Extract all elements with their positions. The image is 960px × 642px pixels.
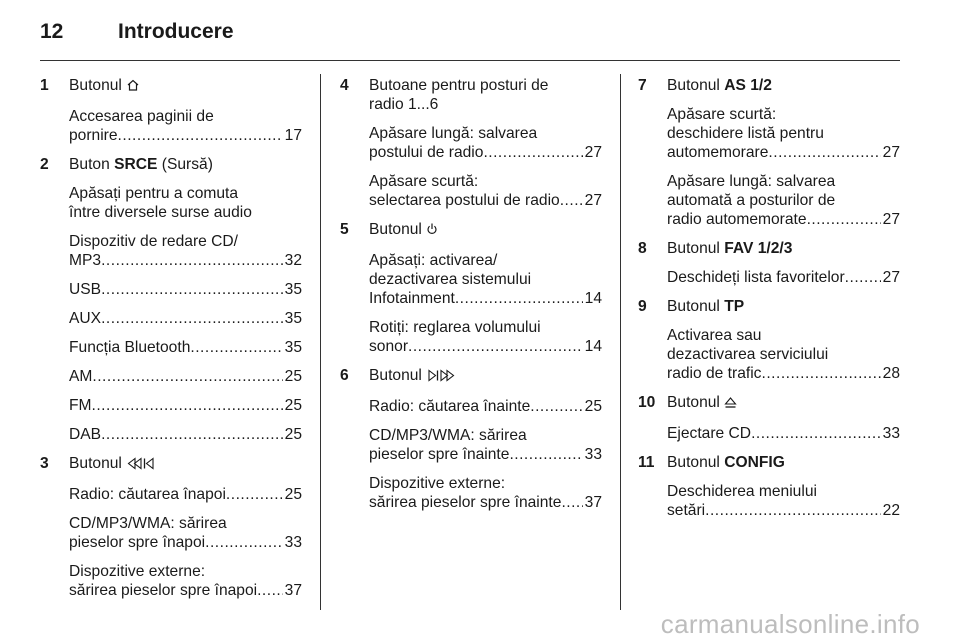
toc-line <box>667 424 900 443</box>
entry-text: Radio: căutarea înainte <box>369 398 531 415</box>
entry-text: Infotainment <box>369 290 455 307</box>
toc-line <box>667 143 900 162</box>
toc-line <box>369 493 602 512</box>
entry-text: automemorare <box>667 144 769 161</box>
entry <box>69 184 302 222</box>
toc-line <box>69 251 302 270</box>
seek-forward-icon <box>426 368 456 387</box>
toc-line <box>369 143 602 162</box>
control-item <box>638 76 900 229</box>
entry-line: dezactivarea serviciului <box>667 346 829 363</box>
page-ref: 17 <box>284 127 302 144</box>
seek-back-icon <box>126 456 156 475</box>
power-icon <box>426 222 438 241</box>
dot-leader <box>205 533 283 552</box>
entry <box>667 172 900 229</box>
toc-line <box>667 268 900 287</box>
entry-line: Activarea sau <box>667 327 762 344</box>
dot-leader <box>101 425 283 444</box>
control-item <box>340 76 602 210</box>
entry-line: Apăsare scurtă: <box>667 106 777 123</box>
page-ref: 33 <box>584 446 602 463</box>
button-name: AS 1/2 <box>724 77 772 94</box>
entry <box>369 426 602 464</box>
toc-line <box>69 280 302 299</box>
item-number: 10 <box>638 394 656 411</box>
page-ref: 28 <box>882 365 900 382</box>
entry-text: Funcția Bluetooth <box>69 339 191 356</box>
item-title <box>667 297 900 316</box>
button-name: CONFIG <box>724 454 785 471</box>
page-ref: 25 <box>584 398 602 415</box>
page-ref: 27 <box>882 211 900 228</box>
item-title <box>369 366 602 387</box>
entry-line: Deschiderea meniului <box>667 483 817 500</box>
entry <box>667 482 900 520</box>
entry-line: Apăsare scurtă: <box>369 173 479 190</box>
entry-text: setări <box>667 502 706 519</box>
entry <box>69 280 302 299</box>
dot-leader <box>509 445 582 464</box>
entry <box>667 105 900 162</box>
item-title-text: Butonul <box>667 298 720 315</box>
page-ref: 25 <box>284 426 302 443</box>
entry <box>667 268 900 287</box>
entry-line: automată a posturilor de <box>667 192 836 209</box>
column-2 <box>340 76 602 522</box>
page-ref: 14 <box>584 290 602 307</box>
entry <box>667 326 900 383</box>
item-title-text: Butonul <box>369 221 422 238</box>
toc-line <box>69 581 302 600</box>
item-title <box>69 155 302 174</box>
control-item <box>40 76 302 145</box>
entry <box>369 172 602 210</box>
toc-line <box>369 337 602 356</box>
toc-line <box>369 289 602 308</box>
entry-text: MP3 <box>69 252 102 269</box>
column-3 <box>638 76 900 530</box>
dot-leader <box>560 191 583 210</box>
dot-leader <box>101 280 283 299</box>
toc-line <box>369 191 602 210</box>
entry-line: Apăsare lungă: salvarea <box>369 125 538 142</box>
toc-line <box>69 396 302 415</box>
page-ref: 25 <box>284 486 302 503</box>
button-name: FAV 1/2/3 <box>724 240 793 257</box>
toc-line <box>667 210 900 229</box>
entry-line: Apăsați: activarea/ <box>369 252 498 269</box>
item-number: 2 <box>40 156 49 173</box>
entry-text: selectarea postului de radio <box>369 192 560 209</box>
item-number: 11 <box>638 454 655 471</box>
column-divider-1 <box>320 74 321 610</box>
control-item <box>638 453 900 520</box>
page-header <box>40 20 234 44</box>
eject-icon <box>724 395 737 414</box>
entry-text: radio de trafic <box>667 365 762 382</box>
item-title-text-2: radio 1...6 <box>369 96 439 113</box>
watermark: carmanualsonline.info <box>660 609 920 639</box>
item-title-text: Butonul <box>667 454 720 471</box>
entry-text: postului de radio <box>369 144 484 161</box>
entry <box>369 124 602 162</box>
entry-line: CD/MP3/WMA: sărirea <box>69 515 227 532</box>
toc-line <box>369 445 602 464</box>
page-ref: 32 <box>284 252 302 269</box>
entry-text: pieselor spre înainte <box>369 446 510 463</box>
control-item <box>40 155 302 444</box>
item-title-text: Buton <box>69 156 110 173</box>
dot-leader <box>101 309 283 328</box>
dot-leader <box>118 126 283 145</box>
page-ref: 27 <box>882 269 900 286</box>
dot-leader <box>226 485 283 504</box>
item-title-text: Butonul <box>667 240 720 257</box>
item-number: 9 <box>638 298 647 315</box>
button-name: TP <box>724 298 745 315</box>
dot-leader <box>561 493 582 512</box>
dot-leader <box>845 268 881 287</box>
dot-leader <box>530 397 582 416</box>
entry-line: Apăsare lungă: salvarea <box>667 173 836 190</box>
toc-line <box>69 485 302 504</box>
entry <box>69 485 302 504</box>
entry-text: pornire <box>69 127 118 144</box>
control-item <box>340 220 602 356</box>
toc-line <box>369 397 602 416</box>
page-ref: 35 <box>284 339 302 356</box>
page-ref: 27 <box>882 144 900 161</box>
control-item <box>40 454 302 600</box>
toc-line <box>667 501 900 520</box>
toc-line <box>69 126 302 145</box>
entry <box>69 367 302 386</box>
item-title-text: Butonul <box>369 367 422 384</box>
entry <box>369 474 602 512</box>
item-title <box>667 453 900 472</box>
entry <box>69 562 302 600</box>
entry-line: Dispozitive externe: <box>69 563 206 580</box>
entry <box>69 309 302 328</box>
entry-line: Apăsați pentru a comuta <box>69 185 239 202</box>
control-item <box>638 239 900 287</box>
page-ref: 14 <box>584 338 602 355</box>
entry-text: Deschideți lista favoritelor <box>667 269 845 286</box>
item-number: 4 <box>340 77 349 94</box>
page-ref: 25 <box>284 368 302 385</box>
entry <box>667 424 900 443</box>
item-title-text: Butonul <box>69 455 122 472</box>
dot-leader <box>408 337 583 356</box>
dot-leader <box>705 501 881 520</box>
item-title <box>369 220 602 241</box>
entry-text: USB <box>69 281 102 298</box>
entry-line: Dispozitiv de redare CD/ <box>69 233 238 250</box>
control-item <box>638 393 900 443</box>
item-title-text: Butonul <box>69 77 122 94</box>
button-name: SRCE <box>114 156 158 173</box>
page-ref: 37 <box>584 494 602 511</box>
toc-line <box>69 309 302 328</box>
page-ref: 35 <box>284 281 302 298</box>
control-item <box>340 366 602 512</box>
entry-text: FM <box>69 397 92 414</box>
item-number: 5 <box>340 221 349 238</box>
item-title <box>667 393 900 414</box>
item-title <box>667 76 900 95</box>
item-number: 3 <box>40 455 49 472</box>
page-ref: 22 <box>882 502 900 519</box>
entry-line: deschidere listă pentru <box>667 125 824 142</box>
entry <box>69 338 302 357</box>
entry <box>369 251 602 308</box>
dot-leader <box>751 424 881 443</box>
dot-leader <box>483 143 582 162</box>
entry-line: Accesarea paginii de <box>69 108 214 125</box>
item-title-text: Butonul <box>667 394 720 411</box>
entry-text: DAB <box>69 426 102 443</box>
entry <box>69 232 302 270</box>
toc-line <box>69 533 302 552</box>
dot-leader <box>92 367 282 386</box>
entry-line: Rotiți: reglarea volumului <box>369 319 541 336</box>
page-ref: 33 <box>882 425 900 442</box>
toc-line <box>667 364 900 383</box>
item-title <box>69 76 302 97</box>
home-icon <box>126 78 140 97</box>
item-number: 8 <box>638 240 647 257</box>
dot-leader <box>761 364 880 383</box>
dot-leader <box>101 251 283 270</box>
page-ref: 35 <box>284 310 302 327</box>
page-ref: 27 <box>584 144 602 161</box>
entry-line: dezactivarea sistemului <box>369 271 532 288</box>
entry <box>369 397 602 416</box>
page-ref: 25 <box>284 397 302 414</box>
page-title: Introducere <box>118 20 234 43</box>
dot-leader <box>190 338 282 357</box>
dot-leader <box>455 289 583 308</box>
item-number: 1 <box>40 77 49 94</box>
entry-text: radio automemorate <box>667 211 807 228</box>
toc-line <box>69 425 302 444</box>
item-title <box>369 76 602 114</box>
dot-leader <box>807 210 881 229</box>
column-1 <box>40 76 302 610</box>
entry-text: pieselor spre înapoi <box>69 534 206 551</box>
toc-line <box>69 367 302 386</box>
item-title-text: Butoane pentru posturi de <box>369 77 549 94</box>
page-ref: 33 <box>284 534 302 551</box>
entry-text: sărirea pieselor spre înainte <box>369 494 562 511</box>
entry-line: CD/MP3/WMA: sărirea <box>369 427 527 444</box>
entry-text: AM <box>69 368 93 385</box>
page-ref: 37 <box>284 582 302 599</box>
entry-line: între diversele surse audio <box>69 204 252 221</box>
entry <box>69 396 302 415</box>
entry-text: sonor <box>369 338 409 355</box>
dot-leader <box>92 396 283 415</box>
entry-line: Dispozitive externe: <box>369 475 506 492</box>
entry <box>69 425 302 444</box>
item-number: 7 <box>638 77 647 94</box>
toc-line <box>69 338 302 357</box>
entry <box>69 107 302 145</box>
item-title <box>667 239 900 258</box>
dot-leader <box>257 581 283 600</box>
entry-text: Ejectare CD <box>667 425 752 442</box>
entry <box>69 514 302 552</box>
item-title <box>69 454 302 475</box>
entry <box>369 318 602 356</box>
item-title-suffix: (Sursă) <box>157 156 213 173</box>
entry-text: sărirea pieselor spre înapoi <box>69 582 258 599</box>
item-number: 6 <box>340 367 349 384</box>
entry-text: Radio: căutarea înapoi <box>69 486 226 503</box>
column-divider-2 <box>620 74 621 610</box>
control-item <box>638 297 900 383</box>
page-number: 12 <box>40 20 64 43</box>
header-rule <box>40 60 900 61</box>
page-ref: 27 <box>584 192 602 209</box>
item-title-text: Butonul <box>667 77 720 94</box>
entry-text: AUX <box>69 310 102 327</box>
dot-leader <box>768 143 880 162</box>
